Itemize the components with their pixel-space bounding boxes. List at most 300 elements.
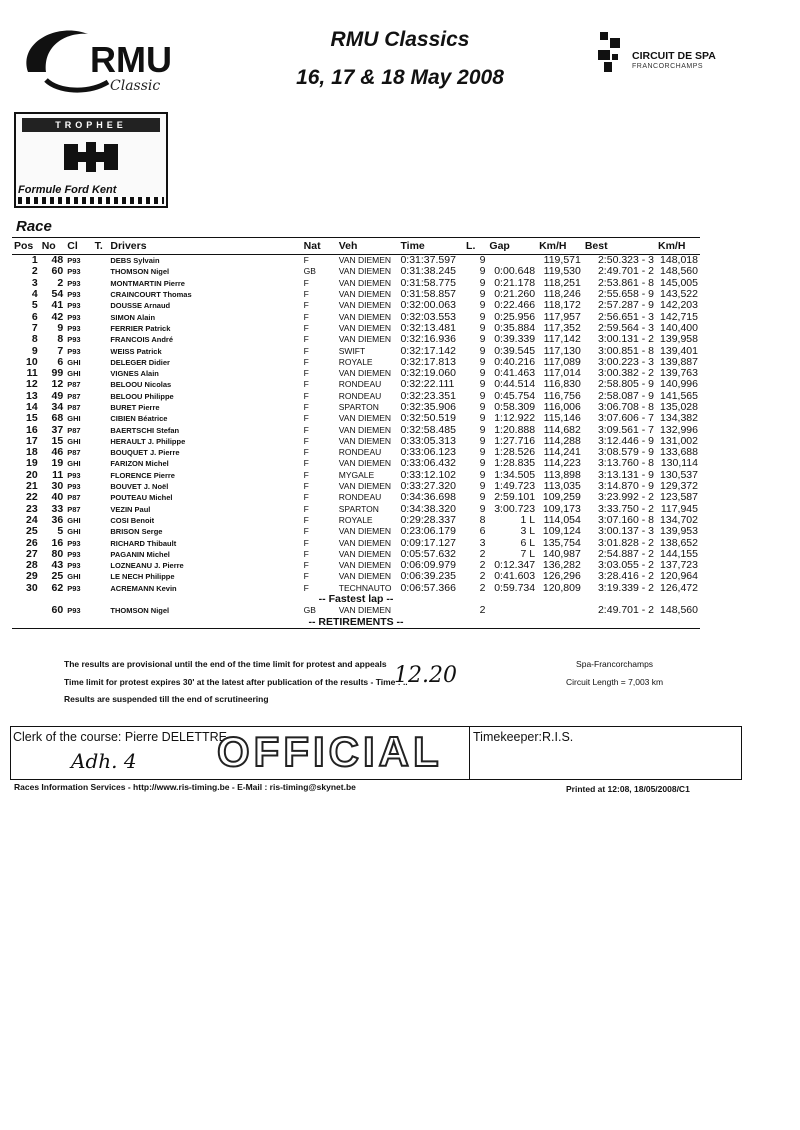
row-cl: P87 (67, 493, 81, 503)
row-pos: 5 (31, 299, 38, 312)
row-gap: 0:12.347 (494, 559, 536, 572)
row-kmh-best: 130,114 (660, 457, 698, 470)
row-nat: F (303, 368, 309, 379)
row-best: 3:07.160 - 8 (597, 513, 655, 526)
row-kmh: 120,809 (542, 581, 581, 594)
row-no: 46 (51, 446, 64, 459)
row-veh: VAN DIEMEN (338, 277, 392, 288)
row-kmh: 135,754 (542, 536, 581, 549)
row-cl: P93 (67, 538, 81, 548)
row-cl: GHI (67, 572, 81, 582)
table-row (12, 345, 700, 356)
row-kmh: 118,172 (543, 299, 581, 312)
row-gap: 3:00.723 (494, 502, 536, 515)
footer-printed: Printed at 12:08, 18/05/2008/C1 (566, 784, 690, 794)
row-kmh-best: 123,587 (660, 491, 698, 504)
row-laps: 9 (479, 344, 486, 357)
results-body (12, 255, 700, 594)
row-nat: F (303, 514, 309, 525)
row-best: 3:00.137 - 3 (597, 525, 655, 538)
row-time: 0:32:17.142 (400, 344, 456, 357)
row-laps: 9 (479, 367, 486, 380)
row-no: 7 (57, 344, 64, 357)
row-nat: F (303, 402, 309, 412)
row-cl: P93 (67, 256, 81, 266)
row-driver: COSI Benoit (110, 515, 155, 525)
table-row (12, 255, 700, 267)
table-row (12, 515, 700, 526)
signature-box (10, 726, 742, 780)
row-pos: 11 (26, 367, 38, 380)
table-row (12, 560, 700, 571)
row-gap: 0:44.514 (494, 378, 536, 391)
row-nat: F (303, 492, 309, 503)
row-best: 2:54.887 - 2 (597, 547, 655, 560)
table-row (12, 549, 700, 560)
row-nat: F (303, 300, 309, 311)
row-gap: 7 L (520, 547, 536, 560)
row-kmh: 113,035 (543, 480, 581, 493)
row-veh: VAN DIEMEN (338, 537, 392, 548)
row-no: 30 (51, 480, 64, 493)
row-gap: 0:21.260 (494, 288, 536, 301)
row-pos: 21 (26, 480, 38, 493)
row-cl: GHI (67, 515, 81, 525)
row-laps: 9 (479, 288, 486, 301)
clerk-cell (11, 727, 470, 779)
row-veh: VAN DIEMEN (338, 548, 392, 559)
row-kmh: 117,352 (543, 321, 581, 334)
circuit-name: CIRCUIT DE SPA (632, 50, 716, 62)
trophy-logo (14, 112, 168, 208)
row-pos: 26 (26, 536, 38, 549)
row-kmh: 114,054 (543, 513, 581, 526)
trophy-top-label: TROPHEE (22, 118, 160, 132)
row-veh: VAN DIEMEN (338, 322, 392, 333)
row-t (93, 289, 109, 300)
row-time: 0:33:27.320 (400, 480, 456, 493)
row-laps: 2 (479, 570, 486, 583)
row-best: 2:58.805 - 9 (597, 378, 655, 391)
row-kmh: 115,146 (543, 412, 581, 425)
footer-info: Races Information Services - http://www.ris-timing.be - E-Mail : ris-timing@skynet.be (14, 782, 356, 792)
row-laps: 9 (479, 355, 486, 368)
row-best: 3:13.131 - 9 (597, 468, 655, 481)
row-laps: 2 (479, 581, 486, 594)
row-kmh: 117,014 (543, 367, 581, 380)
row-best: 3:00.131 - 2 (597, 333, 655, 346)
row-gap: 1:20.888 (494, 423, 536, 436)
row-t (93, 413, 109, 424)
row-driver: BELOOU Philippe (110, 391, 174, 401)
row-veh: VAN DIEMEN (338, 368, 392, 379)
checkered-flag-strip (18, 197, 164, 204)
table-header-row (12, 238, 700, 255)
row-cl: GHI (67, 414, 81, 424)
col-gap: Gap (487, 238, 537, 255)
row-time: 0:05:57.632 (400, 547, 456, 560)
row-laps: 6 (479, 525, 486, 538)
row-time: 0:32:19.060 (400, 367, 456, 380)
row-gap: 0:41.603 (494, 570, 536, 583)
row-kmh-best: 148,018 (660, 254, 698, 267)
row-cl: P93 (67, 346, 81, 356)
row-nat: F (303, 334, 309, 345)
row-driver: CRAINCOURT Thomas (110, 290, 192, 300)
row-time: 0:33:06.123 (400, 446, 456, 459)
row-kmh: 126,296 (542, 570, 581, 583)
row-nat: F (303, 255, 309, 266)
col-nat: Nat (302, 238, 337, 255)
row-driver: FERRIER Patrick (110, 323, 171, 333)
row-t (93, 311, 109, 322)
fastest-lap-label-row (12, 594, 700, 605)
row-time: 0:31:38.245 (400, 265, 456, 278)
row-best: 3:00.223 - 3 (597, 355, 655, 368)
row-best: 3:08.579 - 9 (597, 446, 655, 459)
row-kmh-best: 133,688 (660, 446, 698, 459)
table-row (12, 323, 700, 334)
row-nat: F (303, 526, 309, 537)
row-kmh: 116,756 (543, 389, 581, 402)
row-pos: 17 (26, 434, 38, 447)
official-stamp: OFFICIAL (217, 728, 443, 775)
row-kmh: 114,288 (543, 434, 581, 447)
handwritten-time: 12.20 (394, 663, 457, 688)
row-veh: SPARTON (338, 402, 379, 412)
row-best: 2:50.323 - 3 (597, 254, 655, 267)
row-nat: F (303, 560, 309, 571)
row-t (93, 357, 109, 368)
row-veh: VAN DIEMEN (338, 458, 392, 469)
row-cl: P87 (67, 504, 81, 514)
col-drivers: Drivers (108, 238, 301, 255)
table-row (12, 278, 700, 289)
row-kmh-best: 141,565 (660, 389, 698, 402)
row-nat: F (303, 356, 309, 367)
table-row (12, 289, 700, 300)
row-cl: P93 (67, 583, 81, 593)
row-pos: 16 (26, 423, 38, 436)
row-laps: 3 (479, 536, 486, 549)
row-best: 3:00.851 - 8 (597, 344, 655, 357)
row-driver: LOZNEANU J. Pierre (110, 561, 184, 571)
fl-no: 60 (51, 604, 64, 617)
row-best: 3:00.382 - 2 (597, 367, 655, 380)
table-row (12, 402, 700, 413)
row-gap: 0:41.463 (494, 367, 536, 380)
row-kmh: 117,089 (543, 355, 581, 368)
row-cl: P93 (67, 290, 81, 300)
fl-driver: THOMSON Nigel (110, 606, 170, 616)
row-nat: F (303, 424, 309, 435)
row-time: 0:23:06.179 (400, 525, 456, 538)
row-no: 12 (51, 378, 64, 391)
row-no: 49 (51, 389, 64, 402)
row-nat: F (303, 390, 309, 401)
row-kmh-best: 131,002 (660, 434, 698, 447)
row-pos: 24 (26, 513, 38, 526)
row-driver: RICHARD Thibault (110, 538, 177, 548)
row-t (93, 447, 109, 458)
row-time: 0:33:06.432 (400, 457, 456, 470)
location: Spa-Francorchamps (576, 659, 654, 669)
row-time: 0:32:22.111 (400, 378, 455, 391)
row-t (93, 492, 109, 503)
row-kmh-best: 137,723 (660, 559, 698, 572)
row-kmh: 109,124 (542, 525, 581, 538)
row-laps: 9 (479, 321, 486, 334)
table-row (12, 413, 700, 424)
row-veh: RONDEAU (338, 492, 382, 503)
col-t: T. (93, 238, 109, 255)
row-pos: 14 (26, 401, 38, 413)
table-row (12, 334, 700, 345)
row-pos: 3 (31, 276, 38, 289)
note-provisional: The results are provisional until the end of the time limit for protest and appeals (64, 659, 387, 669)
row-gap: 1:12.922 (494, 412, 536, 425)
row-pos: 22 (26, 491, 38, 504)
row-laps: 8 (479, 513, 486, 526)
row-no: 16 (51, 536, 64, 549)
row-driver: BOUVET J. Noël (110, 482, 169, 492)
row-no: 9 (57, 321, 64, 334)
row-laps: 9 (479, 480, 486, 493)
row-kmh-best: 134,702 (660, 513, 698, 526)
circuit-length: Circuit Length = 7,003 km (566, 676, 664, 687)
row-t (93, 278, 109, 289)
row-time: 0:29:28.337 (400, 513, 456, 526)
row-pos: 29 (26, 570, 38, 583)
row-driver: BAERTSCHI Stefan (110, 425, 180, 435)
table-row (12, 470, 700, 481)
row-kmh-best: 132,996 (660, 423, 698, 436)
fl-veh: VAN DIEMEN (338, 605, 392, 616)
row-kmh: 118,251 (543, 276, 581, 289)
row-pos: 10 (26, 355, 38, 368)
row-best: 3:19.339 - 2 (597, 581, 655, 594)
row-t (93, 402, 109, 413)
row-no: 40 (51, 491, 64, 504)
row-time: 0:32:16.936 (400, 333, 456, 346)
table-row (12, 368, 700, 379)
row-t (93, 470, 109, 481)
row-kmh-best: 129,372 (660, 480, 698, 493)
row-driver: THOMSON Nigel (110, 267, 170, 277)
row-no: 11 (52, 468, 64, 481)
row-time: 0:34:38.320 (400, 502, 456, 515)
trophy-bottom-label: Formule Ford Kent (18, 184, 117, 196)
row-nat: F (303, 379, 309, 390)
row-pos: 19 (26, 457, 38, 470)
row-time: 0:33:05.313 (400, 434, 456, 447)
row-t (93, 391, 109, 402)
col-laps: L. (464, 238, 487, 255)
row-kmh-best: 139,763 (660, 367, 698, 380)
row-pos: 20 (26, 468, 38, 481)
row-veh: TECHNAUTO (338, 582, 392, 593)
event-title: RMU Classics (330, 28, 470, 51)
row-pos: 4 (31, 288, 38, 301)
row-pos: 7 (31, 321, 38, 334)
table-row (12, 571, 700, 582)
row-best: 3:06.708 - 8 (597, 401, 655, 413)
row-driver: VIGNES Alain (110, 369, 159, 379)
row-kmh: 118,246 (543, 288, 581, 301)
row-laps: 9 (479, 389, 486, 402)
row-best: 3:03.055 - 2 (597, 559, 655, 572)
row-laps: 2 (479, 559, 486, 572)
row-pos: 25 (26, 525, 38, 538)
note-protest: Time limit for protest expires 30' at the latest after publication of the results - Time : .. (64, 676, 408, 687)
row-kmh: 109,173 (542, 502, 581, 515)
row-kmh-best: 134,382 (660, 412, 698, 425)
row-no: 19 (51, 457, 64, 470)
row-time: 0:33:12.102 (400, 468, 456, 481)
row-veh: VAN DIEMEN (338, 571, 392, 582)
handwritten-signature: Adh. 4 (71, 749, 137, 773)
row-laps: 2 (479, 547, 486, 560)
row-no: 15 (51, 434, 64, 447)
row-driver: FLORENCE Pierre (110, 470, 175, 480)
row-gap: 1:27.716 (494, 434, 536, 447)
col-no: No (40, 238, 66, 255)
circuit-sub: FRANCORCHAMPS (632, 63, 704, 70)
row-best: 3:33.750 - 2 (597, 502, 655, 515)
table-row (12, 537, 700, 548)
row-nat: F (303, 289, 309, 300)
row-t (93, 571, 109, 582)
row-nat: F (303, 277, 309, 288)
row-kmh-best: 126,472 (660, 581, 698, 594)
row-cl: P93 (67, 301, 81, 311)
fastest-lap-label: -- Fastest lap -- (318, 593, 394, 606)
row-t (93, 515, 109, 526)
row-nat: F (303, 571, 309, 582)
row-no: 25 (51, 570, 64, 583)
row-driver: BELOOU Nicolas (110, 380, 172, 390)
row-gap: 3 L (520, 525, 536, 538)
row-gap: 0:39.545 (494, 344, 536, 357)
row-pos: 15 (26, 412, 38, 425)
row-cl: P93 (67, 470, 81, 480)
row-best: 3:01.828 - 2 (597, 536, 655, 549)
row-driver: POUTEAU Michel (110, 493, 173, 503)
row-t (93, 583, 109, 594)
row-cl: P87 (67, 425, 81, 435)
row-best: 2:56.651 - 3 (597, 310, 655, 323)
results-table (12, 237, 700, 629)
row-best: 2:55.658 - 9 (597, 288, 655, 301)
row-nat: F (303, 322, 309, 333)
row-time: 0:32:23.351 (400, 389, 456, 402)
row-pos: 18 (26, 446, 38, 459)
rmu-logo-text: RMU (90, 39, 172, 80)
row-gap: 6 L (520, 536, 536, 549)
row-nat: F (303, 435, 309, 446)
retirements-row (12, 617, 700, 629)
row-nat: GB (303, 266, 316, 277)
row-kmh: 113,898 (543, 468, 581, 481)
row-gap: 1 L (520, 513, 536, 526)
row-kmh: 109,259 (542, 491, 581, 504)
row-laps: 9 (479, 299, 486, 312)
row-nat: F (303, 548, 309, 559)
table-row (12, 504, 700, 515)
row-cl: GHI (67, 369, 81, 379)
col-pos: Pos (12, 238, 40, 255)
row-gap: 1:34.505 (494, 468, 536, 481)
row-kmh-best: 140,996 (660, 378, 698, 391)
row-nat: F (303, 469, 309, 480)
row-time: 0:32:35.906 (400, 401, 456, 413)
row-kmh-best: 148,560 (660, 265, 698, 278)
row-cl: P93 (67, 335, 81, 345)
row-cl: P93 (67, 323, 81, 333)
row-no: 41 (51, 299, 64, 312)
row-gap: 1:28.526 (494, 446, 536, 459)
col-veh: Veh (337, 238, 399, 255)
row-kmh-best: 117,945 (660, 502, 698, 515)
notes-block (64, 656, 408, 709)
table-row (12, 458, 700, 469)
row-veh: VAN DIEMEN (338, 334, 392, 345)
row-veh: ROYALE (338, 514, 373, 525)
row-laps: 9 (479, 434, 486, 447)
row-no: 42 (51, 310, 64, 323)
row-pos: 30 (26, 581, 38, 594)
row-kmh-best: 139,401 (660, 344, 698, 357)
row-veh: VAN DIEMEN (338, 255, 392, 266)
row-kmh-best: 139,958 (660, 333, 698, 346)
row-gap: 1:28.835 (494, 457, 536, 470)
row-no: 36 (51, 513, 64, 526)
row-laps: 9 (479, 491, 486, 504)
row-veh: VAN DIEMEN (338, 266, 392, 277)
row-laps: 9 (479, 333, 486, 346)
fl-gap (487, 605, 537, 616)
row-no: 54 (51, 288, 64, 301)
row-kmh: 114,241 (543, 446, 581, 459)
fl-kmh (537, 605, 583, 616)
row-best: 3:13.760 - 8 (597, 457, 655, 470)
row-no: 8 (57, 333, 64, 346)
row-laps: 9 (479, 468, 486, 481)
row-veh: RONDEAU (338, 379, 382, 390)
row-veh: VAN DIEMEN (338, 311, 392, 322)
row-gap: 0:45.754 (494, 389, 536, 402)
row-cl: P87 (67, 448, 81, 458)
row-t (93, 345, 109, 356)
rmu-logo-script: Classic (110, 78, 161, 94)
row-cl: P93 (67, 549, 81, 559)
fl-nat: GB (303, 605, 316, 616)
fl-kmh-best: 148,560 (660, 604, 698, 617)
row-driver: BRISON Serge (110, 527, 163, 537)
row-best: 3:12.446 - 9 (597, 434, 655, 447)
row-veh: VAN DIEMEN (338, 560, 392, 571)
row-t (93, 379, 109, 390)
row-laps: 9 (479, 412, 486, 425)
row-laps: 9 (479, 502, 486, 515)
row-cl: GHI (67, 357, 81, 367)
row-nat: F (303, 458, 309, 469)
row-t (93, 368, 109, 379)
row-no: 6 (57, 355, 64, 368)
retirements-label: -- RETIREMENTS -- (12, 617, 700, 629)
row-time: 0:31:58.775 (400, 276, 456, 289)
row-t (93, 504, 109, 515)
